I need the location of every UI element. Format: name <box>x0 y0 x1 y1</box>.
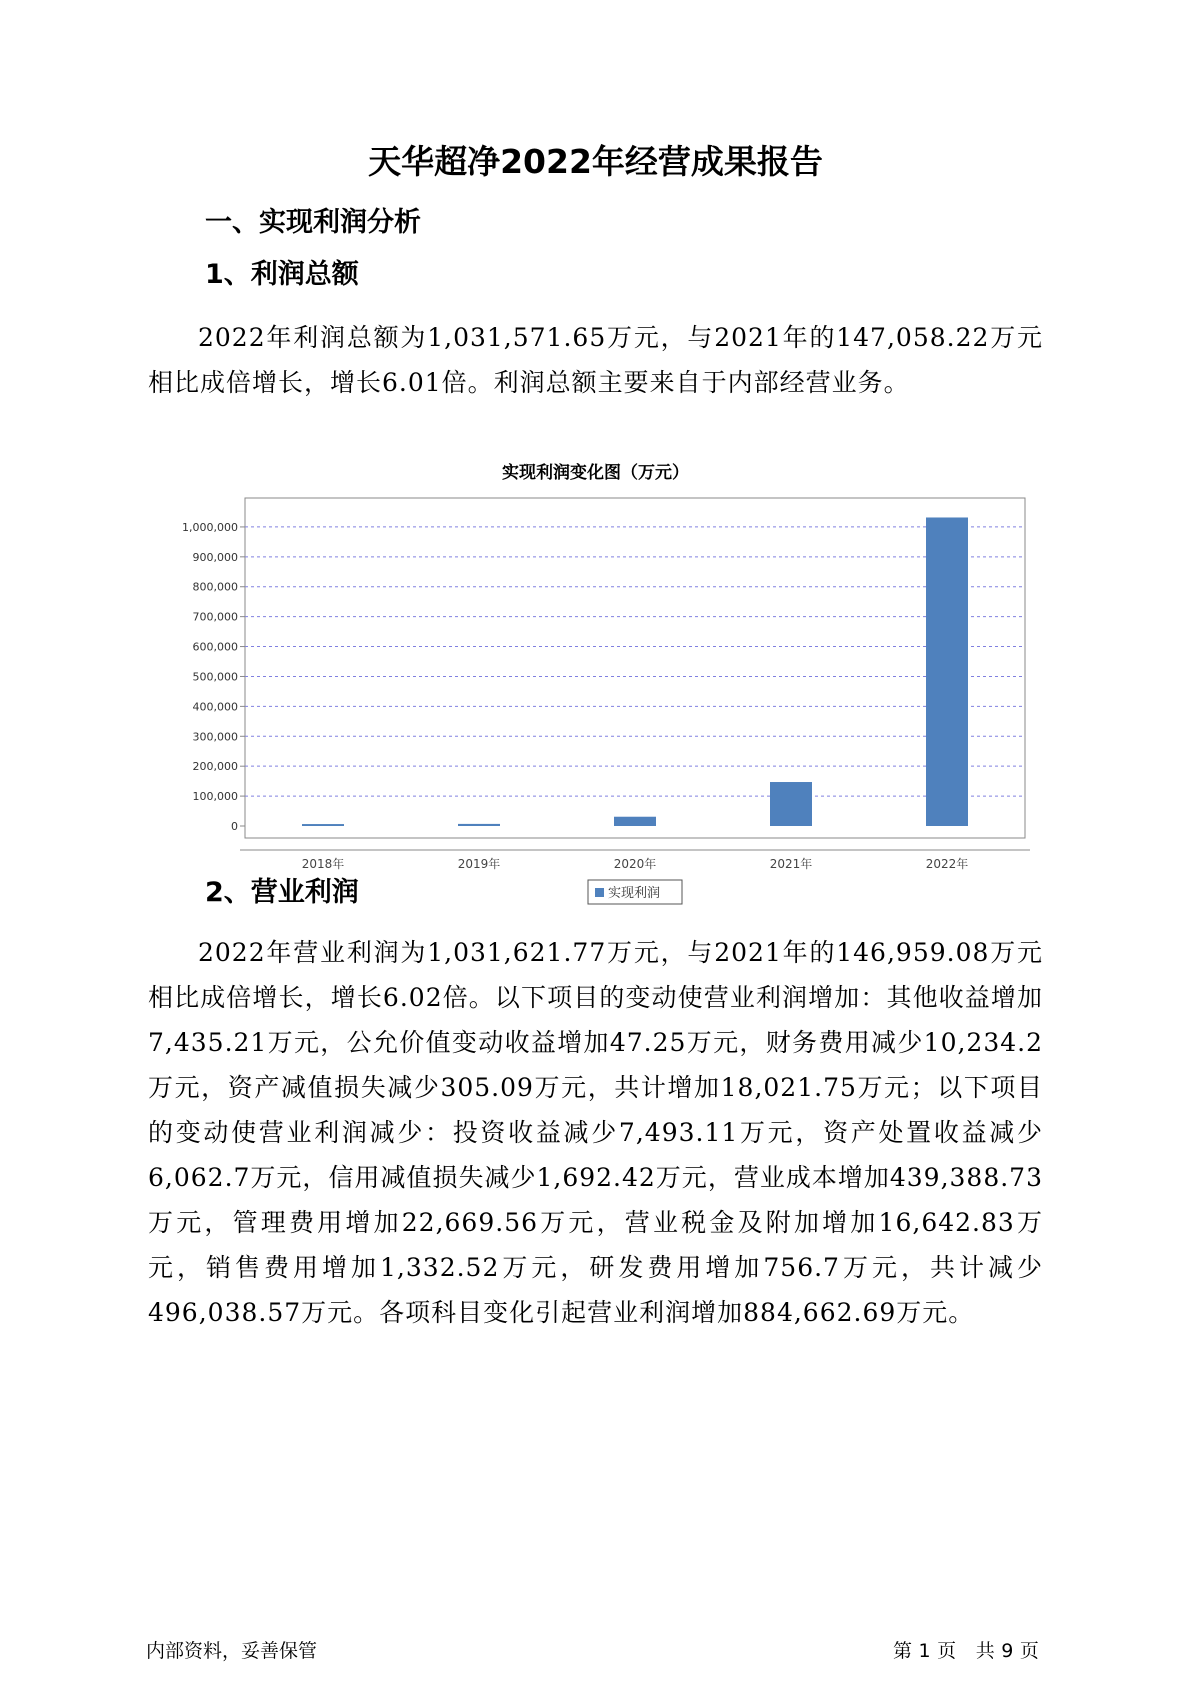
page-total: 9 <box>1001 1640 1014 1662</box>
y-tick-label: 100,000 <box>192 790 238 804</box>
subsection-heading-total-profit: 1、利润总额 <box>205 259 359 290</box>
legend-swatch <box>595 888 604 897</box>
page-label-prefix: 第 <box>893 1640 913 1662</box>
page-current: 1 <box>918 1640 932 1662</box>
y-tick-label: 900,000 <box>192 550 238 564</box>
bar-1 <box>302 824 344 826</box>
footer-page-number <box>893 1636 1045 1663</box>
plot-area <box>245 498 1025 838</box>
y-tick-label: 1,000,000 <box>182 520 238 534</box>
y-tick-label: 0 <box>231 820 238 833</box>
y-tick-label: 200,000 <box>192 760 238 774</box>
bar-3 <box>614 817 656 826</box>
footer-confidential-note: 内部资料，妥善保管 <box>146 1640 318 1662</box>
y-tick-label: 300,000 <box>192 730 238 744</box>
paragraph-operating-profit: 2022年营业利润为1,031,621.77万元，与2021年的146,959.08万元相比成倍增长，增长6.02倍。以下项目的变动使营业利润增加：其他收益增加7,435.21万元，公允价值变动收益增加47.25万元，财务费用减少10,234.2万元，资产减值损失减少305.09万元，共计增加18,021.75万元；以下项目的变动使营业利润减少：投资收益减少7,493.11万元，资产处置收益减少6,062.7万元，信用减值损失减少1,692.42万元，营业成本增加439,388.73万元，管理费用增加22,669.56万元，营业税金及附加增加16,642.83万元，销售费用增加1,332.52万元，研发费用增加756.7万元，共计减少496,038.57万元。各项科目变化引起营业利润增加884,662.69万元。 <box>148 938 1043 1327</box>
y-tick-label: 600,000 <box>192 640 238 654</box>
x-tick-label: 2020年 <box>613 857 657 871</box>
bar-5 <box>926 517 968 826</box>
page-total-prefix: 共 <box>975 1640 996 1662</box>
bar-4 <box>770 782 812 826</box>
y-tick-label: 400,000 <box>192 700 238 714</box>
y-tick-label: 500,000 <box>192 670 238 684</box>
page-total-suffix: 页 <box>1019 1640 1040 1662</box>
subsection-heading-operating-profit: 2、营业利润 <box>205 877 359 908</box>
y-tick-label: 700,000 <box>192 610 238 624</box>
chart-title: 实现利润变化图（万元） <box>502 463 689 483</box>
x-tick-label: 2019年 <box>457 857 501 871</box>
x-tick-label: 2018年 <box>301 857 345 871</box>
x-tick-label: 2022年 <box>925 857 969 871</box>
bar-2 <box>458 824 500 826</box>
x-tick-label: 2021年 <box>769 857 813 871</box>
y-tick-label: 800,000 <box>192 580 238 594</box>
section-heading-profit-analysis: 一、实现利润分析 <box>205 207 421 238</box>
page-label-suffix: 页 <box>937 1640 957 1662</box>
page-title: 天华超净2022年经营成果报告 <box>368 142 823 181</box>
paragraph-total-profit: 2022年利润总额为1,031,571.65万元，与2021年的147,058.22万元相比成倍增长，增长6.01倍。利润总额主要来自于内部经营业务。 <box>148 323 1043 397</box>
legend-label: 实现利润 <box>608 886 661 901</box>
